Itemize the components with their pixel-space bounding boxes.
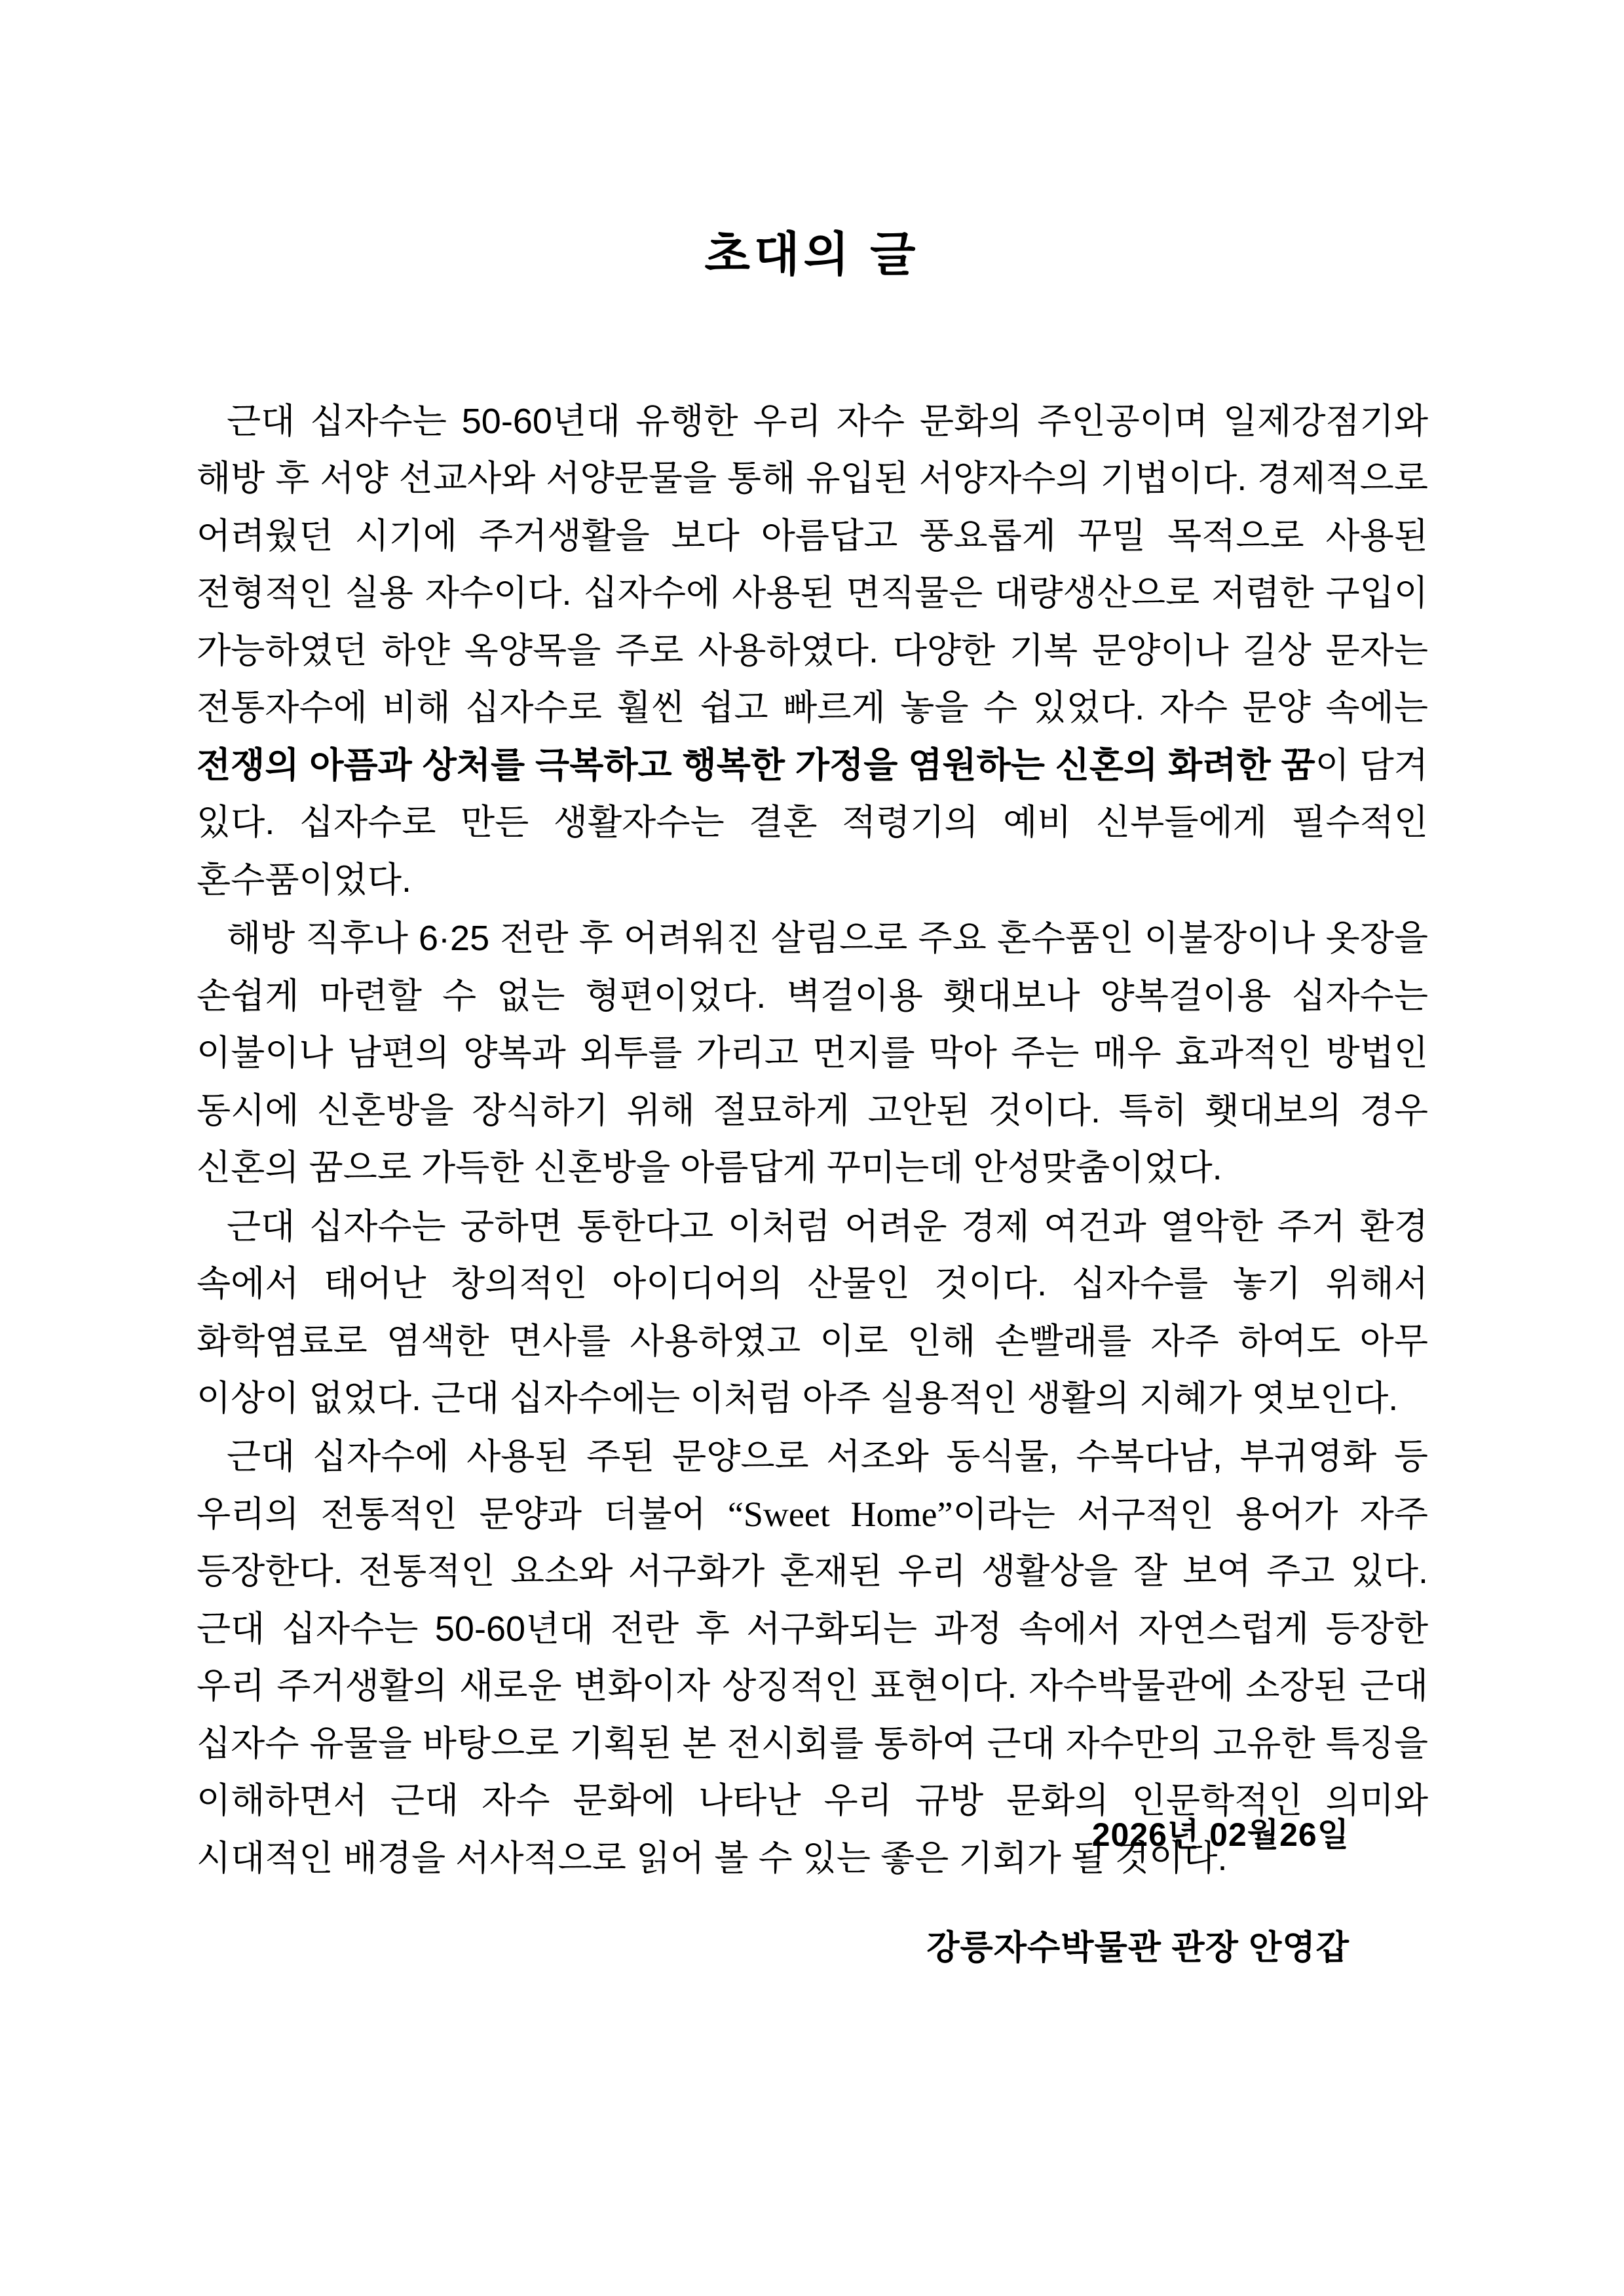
text-run: 근대 십자수는 50-60년대 유행한 우리 자수 문화의 주인공이며 일제강점기와 해방 후 서양 선교사와 서양문물을 통해 유입된 서양자수의 기법이다. 경제적으로 어려웠던 시기에 주거생활을 보다 아름답고 풍요롭게 꾸밀 목적으로 사용된 전형적인 실용 자수이다. 십자수에 사용된 면직물은 대량생산으로 저렴한 구입이 가능하였던 하얀 옥양목을 주로 사용하였다. 다양한 기복 문양이나 길상 문자는 전통자수에 비해 십자수로 훨씬 쉽고 빠르게 놓을 수 있었다. 자수 문양 속에는 (197, 402, 1428, 728)
text-run: 이라는 서구적인 용어가 자주 등장한다. 전통적인 요소와 서구화가 혼재된 우리 생활상을 잘 보여 주고 있다. 근대 십자수는 50-60년대 전란 후 서구화되는 과정 속에서 자연스럽게 등장한 우리 주거생활의 새로운 변화이자 상징적인 표현이다. 자수박물관에 소장된 근대 십자수 유물을 바탕으로 기획된 본 전시회를 통하여 근대 자수만의 고유한 특징을 이해하면서 근대 자수 문화에 나타난 우리 규방 문화의 인문학적인 의미와 시대적인 배경을 서사적으로 읽어 볼 수 있는 좋은 기회가 될 것이다. (197, 1494, 1428, 1878)
text-run: 해방 직후나 6·25 전란 후 어려워진 살림으로 주요 혼수품인 이불장이나 옷장을 손쉽게 마련할 수 없는 형편이었다. 벽걸이용 횃대보나 양복걸이용 십자수는 이불이나 남편의 양복과 외투를 가리고 먼지를 막아 주는 매우 효과적인 방법인 동시에 신혼방을 장식하기 위해 절묘하게 고안된 것이다. 특히 횃대보의 경우 신혼의 꿈으로 가득한 신혼방을 아름답게 꾸미는데 안성맞춤이었다. (197, 919, 1428, 1188)
signature-date: 2026년 02월26일 (1091, 1816, 1350, 1853)
document-body (197, 393, 1428, 1888)
paragraph (197, 393, 1428, 909)
paragraph (197, 1198, 1428, 1428)
text-run: 근대 십자수에 사용된 주된 문양으로 서조와 동식물, 수복다남, 부귀영화 등 우리의 전통적인 문양과 더불어 (197, 1437, 1428, 1534)
signature-name: 강릉자수박물관 관장 안영갑 (926, 1929, 1350, 1967)
text-run: 근대 십자수는 궁하면 통한다고 이처럼 어려운 경제 여건과 열악한 주거 환경 속에서 태어난 창의적인 아이디어의 산물인 것이다. 십자수를 놓기 위해서 화학염료로 염색한 면사를 사용하였고 이로 인해 손빨래를 자주 하여도 아무 이상이 없었다. 근대 십자수에는 이처럼 아주 실용적인 생활의 지혜가 엿보인다. (197, 1206, 1428, 1418)
page-title: 초대의 글 (704, 229, 920, 281)
text-run: “Sweet Home” (727, 1494, 953, 1534)
text-run: 전쟁의 아픔과 상처를 극복하고 행복한 가정을 염원하는 신혼의 화려한 꿈 (197, 745, 1315, 785)
text-run: 이 담겨 있다. 십자수로 만든 생활자수는 결혼 적령기의 예비 신부들에게 필수적인 혼수품이었다. (197, 745, 1428, 900)
paragraph (197, 910, 1428, 1196)
